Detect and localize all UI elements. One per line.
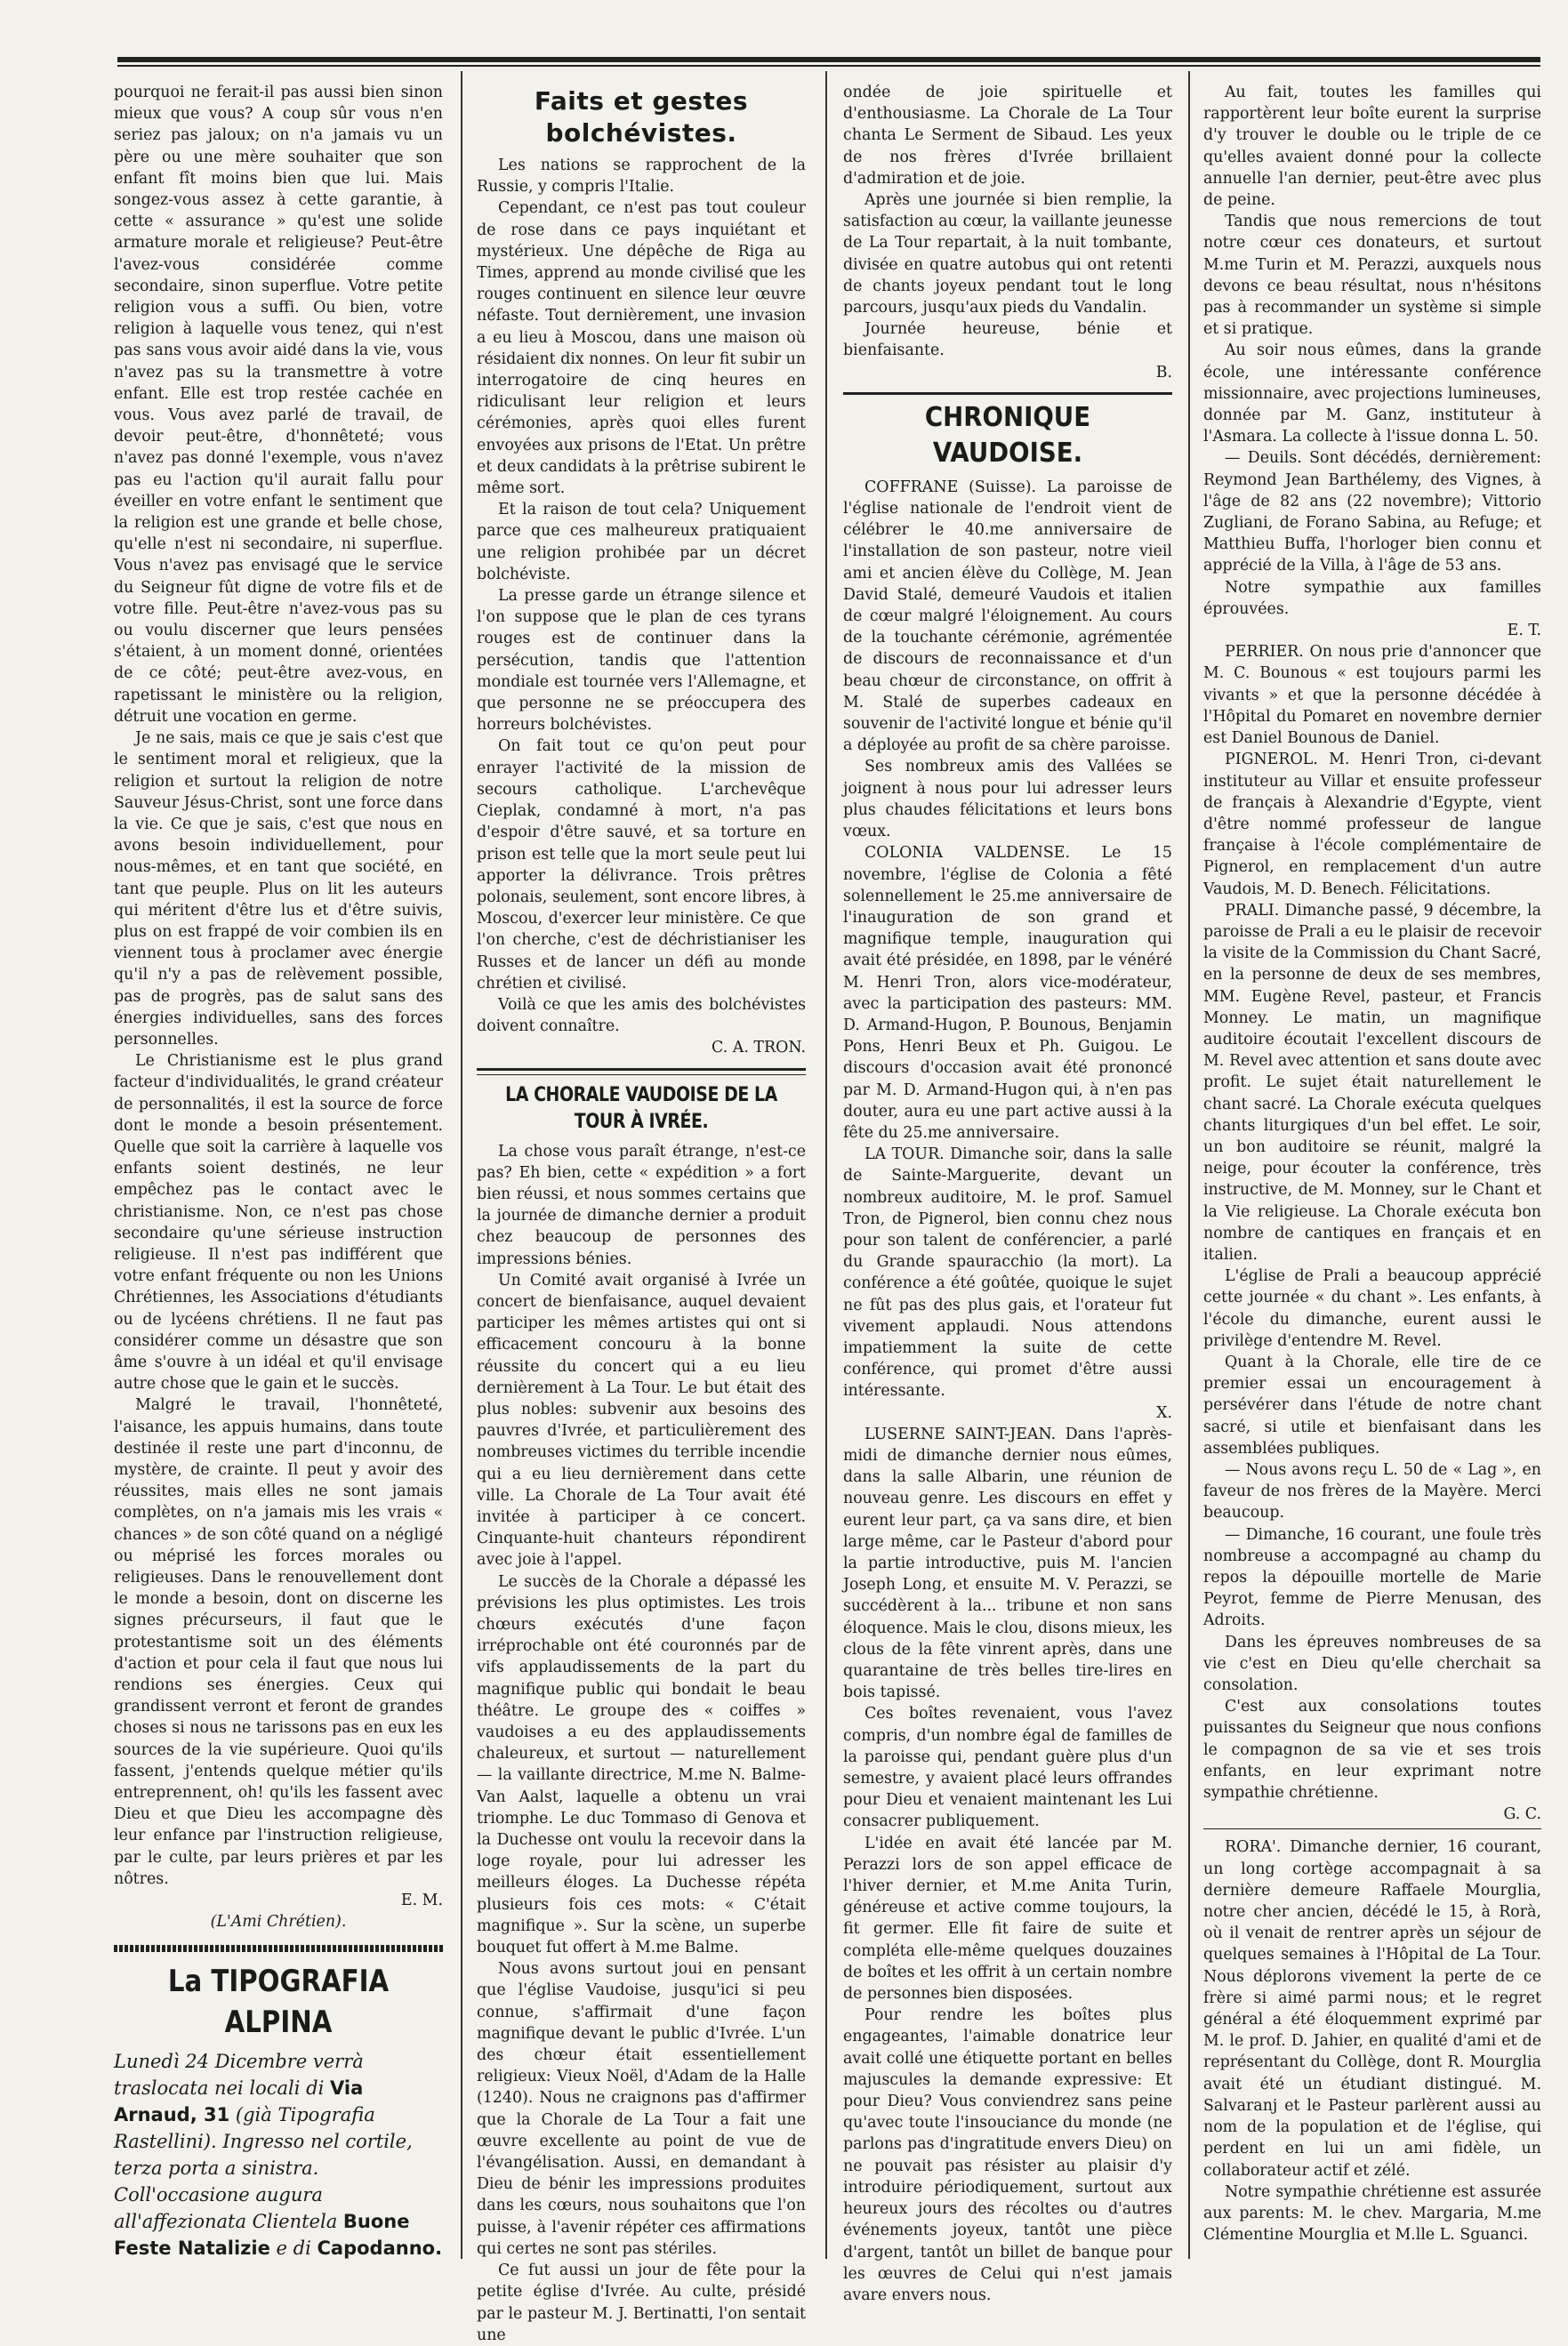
article-title: Faits et gestes bolchévistes. — [534, 86, 749, 148]
column-1 — [114, 82, 443, 2261]
article-paragraph: La chose vous paraît étrange, n'est-ce pas? Eh bien, cette « expédition » a fort bien réussi, et nous sommes certains que la journée de dimanche dernier a produit chez beaucoup de personnes des impressions bénies. — [477, 1142, 806, 1268]
article-paragraph: pourquoi ne ferait-il pas aussi bien sinon mieux que vous? A coup sûr vous n'en seriez pas jaloux; on n'a jamais vu un père ou une mère souhaiter que son enfant fît moins bien que lui. Mais songez-vous assez à cette garantie, à cette « assurance » qu'est une solide armature morale et religieuse? Peut-être l'avez-vous considérée comme secondaire, sinon superflue. Votre petite religion vous a suffi. Ou bien, votre religion à laquelle vous tenez, qui n'est pas sans vous avoir aidé dans la vie, vous n'avez pas su la transmettre à votre enfant. Elle est trop restée cachée en vous. Vous avez parlé de travail, de devoir peut-être, d'honnêteté; vous n'avez pas donné l'exemple, vous n'avez pas eu l'action qu'il aurait fallu pour éveiller en votre enfant le sentiment que la religion est une grande et belle chose, qu'elle n'est ni secondaire, ni superflue. Vous n'avez pas envisagé que le service du Seigneur fût digne de votre fils et de votre fille. Peut-être n'avez-vous pas su ou voulu discerner que leurs pensées s'étaient, à un moment donné, orientées de ce côté; peut-être avez-vous, en rapetissant le ministère ou la religion, détruit une vocation en germe. — [114, 84, 443, 726]
masthead-rule-thin — [117, 65, 1540, 67]
column-2 — [477, 82, 806, 2344]
news-item: RORA'. Dimanche dernier, 16 courant, un long cortège accompagnait à sa dernière demeure Raffaele Mourglia, notre cher ancien, décédé le 15, à Rorà, où il venait de rentrer après un séjour de quelques semaines à l'Hôpital de La Tour. Nous déplorons vivement la perte de ce frère si aimé parmi nous; et le regret général a été éloquemment exprimé par M. le prof. D. Jahier, en qualité d'ami et de représentant du Collège, dont R. Mourglia avait été un étudiant distingué. M. Salvaranj et le Pasteur parlèrent aussi au nom de la population et de l'église, qui perdent en lui un ami fidèle, un collaborateur actif et zélé. — [1203, 1838, 1541, 2180]
column-4 — [1203, 82, 1541, 2261]
news-item: — Deuils. Sont décédés, dernièrement: Reymond Jean Barthélemy, des Vignes, à l'âge de 82 ans (22 novembre); Vittorio Zugliani, de Forano Sabina, au Refuge; et Matthieu Buffa, l'horloger bien connu et apprécié de la Villa, à l'âge de 53 ans. — [1203, 449, 1541, 575]
article-source: (L'Ami Chrétien). — [210, 1913, 347, 1932]
news-item: Ces boîtes revenaient, vous l'avez compris, d'un nombre égal de familles de la paroisse qui, pendant guère plus d'un semestre, y avaient placé leurs offrandes pour Dieu et venaient maintenant les Lui consacrer publiquement. — [843, 1705, 1172, 1831]
article-paragraph: Après une journée si bien remplie, la satisfaction au cœur, la vaillante jeunesse de La Tour repartait, à la nuit tombante, divisée en quatre autobus qui ont retenti de chants joyeux pendant tout le long parcours, jusqu'aux pieds du Vandalin. — [843, 191, 1172, 317]
article-paragraph: Journée heureuse, bénie et bienfaisante. — [843, 320, 1172, 360]
article-paragraph: Voilà ce que les amis des bolchévistes doivent connaître. — [477, 995, 806, 1036]
ad-line: e di — [276, 2238, 311, 2260]
article-separator-thin — [477, 1074, 806, 1075]
news-item: Au fait, toutes les familles qui rapportèrent leur boîte eurent la surprise d'y trouver le double ou le triple de ce qu'elles avaient donné pour la collecte annuelle l'an dernier, peut-être avec plus de peine. — [1203, 84, 1541, 210]
article-paragraph: Nous avons surtout joui en pensant que l'église Vaudoise, jusqu'ici si peu connue, s'affirmait d'une façon magnifique devant le public d'Ivrée. L'un des chœur était essentiellement religieux: Vieux Noël, d'Adam de la Halle (1240). Nous ne craignons pas d'affirmer que la Chorale de La Tour a fait une œuvre excellente au point de vue de l'évangélisation. Aussi, en demandant à Dieu de bénir les impressions produites dans les cœurs, nous souhaitons que l'on puisse, à l'avenir répéter ces affirmations qui certes ne sont pas stériles. — [477, 1960, 806, 2258]
article-paragraph: Ce fut aussi un jour de fête pour la petite église d'Ivrée. Au culte, présidé par le pasteur M. J. Bertinatti, l'on sentait une — [477, 2262, 806, 2344]
news-item: COFFRANE (Suisse). La paroisse de l'église nationale de l'endroit vient de célébrer le 40.me anniversaire de l'installation de son pasteur, notre vieil ami et ancien élève du Collège, M. Jean David Stalé, demeuré Vaudois et italien de cœur malgré l'éloignement. Au cours de la touchante cérémonie, agrémentée de discours de reconnaissance et d'un beau chœur de circonstance, on offrit à M. Stalé de superbes cadeaux en souvenir de l'activité longue et bénie qu'il a déployée au profit de sa chère paroisse. — [843, 478, 1172, 755]
article-paragraph: On fait tout ce qu'on peut pour enrayer l'activité de la mission de secours catholique. L'archevêque Cieplak, condamné à mort, n'a pas d'espoir d'être sauvé, et sa torture en prison est telle que la mort seule peut lui apporter la délivrance. Trois prêtres polonais, seulement, sont encore libres, à Moscou, d'exercer leur ministère. Ce que l'on cherche, c'est de déchristianiser les Russes et de lancer un défi au monde chrétien et civilisé. — [477, 737, 806, 992]
news-item: — Dimanche, 16 courant, une foule très nombreuse a accompagné au champ du repos la dépouille mortelle de Marie Peyrot, femme de Pierre Menusan, des Adroits. — [1203, 1525, 1541, 1630]
article-paragraph: Un Comité avait organisé à Ivrée un concert de bienfaisance, auquel devaient participer les mêmes artistes qui ont si efficacement concouru à la bonne réussite du concert qui a eu lieu dernièrement à La Tour. Le but était des plus nobles: subvenir aux besoins des pauvres d'Ivrée, et particulièrement des nombreuses victimes du terrible incendie qui a eu lieu dernièrement dans cette ville. La Chorale de La Tour avait été invitée à participer à ce concert. Cinquante-huit chanteurs répondirent avec joie à l'appel. — [477, 1271, 806, 1570]
article-signature: B. — [1155, 363, 1172, 382]
article-paragraph: Le Christianisme est le plus grand facteur d'individualités, le grand créateur de personnalités, il est la source de force dont le monde a besoin présentement. Quelle que soit la carrière à laquelle vos enfants soient destinés, ne leur empêchez pas le contact avec le christianisme. Non, ce n'est pas chose secondaire qu'une sérieuse instruction religieuse. Il n'est pas indifférent que votre enfant fréquente ou non les Unions Chrétiennes, les Associations d'étudiants ou de lycéens chrétiens. Il ne faut pas considérer comme un désastre que son âme s'ouvre à un idéal et qu'il envisage autre chose que le gain et le succès. — [114, 1052, 443, 1394]
column-3 — [843, 82, 1172, 2304]
news-item: — Nous avons reçu L. 50 de « Lag », en faveur de nos frères de la Mayère. Merci beaucoup. — [1203, 1461, 1541, 1522]
ad-line: Lunedì 24 Dicembre verrà traslocata nei locali di — [114, 2051, 364, 2100]
news-item: PRALI. Dimanche passé, 9 décembre, la paroisse de Prali a eu le plaisir de recevoir la visite de la Commission du Chant Sacré, en la personne de deux de ses membres, MM. Eugène Revel, pasteur, et Francis Monney. Le matin, un magnifique auditoire écoutait l'excellent discours de M. Revel avec attention et sans doute avec profit. Le sujet était naturellement le chant sacré. La Chorale exécuta quelques chants liturgiques d'un bel effet. Le soir, un bon auditoire se réunit, malgré la neige, pour écouter la conférence, très instructive, de M. Monney, sur le Chant et la Vie religieuse. La Chorale exécuta bon nombre de cantiques en français et en italien. — [1203, 901, 1541, 1264]
article-paragraph: Et la raison de tout cela? Uniquement parce que ces malheureux pratiquaient une religion prohibée par un décret bolchéviste. — [477, 501, 806, 583]
news-item: Ses nombreux amis des Vallées se joignent à nous pour lui adresser leurs plus chaudes félicitations et leurs bons vœux. — [843, 758, 1172, 841]
column-divider — [1188, 71, 1190, 2259]
ad-wish: Capodanno. — [317, 2238, 443, 2260]
article-signature: E. T. — [1507, 622, 1541, 640]
news-item: Notre sympathie chrétienne est assurée aux parents: M. le chev. Margaria, M.me Clémentine Mourglia et M.lle L. Sguanci. — [1203, 2182, 1541, 2245]
article-signature: G. C. — [1503, 1805, 1541, 1824]
ad-line: Coll'occasione augura all'affezionata Clientela — [114, 2184, 338, 2233]
news-item: Quant à la Chorale, elle tire de ce premier essai un encouragement à persévérer dans l'étude de notre chant sacré, si utile et bienfaisant dans les assemblées publiques. — [1203, 1353, 1541, 1458]
news-item: LUSERNE SAINT-JEAN. Dans l'après-midi de dimanche dernier nous eûmes, dans la salle Albarin, une réunion de nouveau genre. Les discours en effet y eurent leur part, ça va sans dire, et bien large même, car le Pasteur d'abord pour la partie introductive, puis M. l'ancien Joseph Long, et ensuite M. V. Perazzi, se succédèrent à la... tribune et non sans éloquence. Mais le clou, disons mieux, les clous de la fête vinrent après, dans une quarantaine de très belles tire-lires en bois tapissé. — [843, 1425, 1172, 1702]
ad-line: (già Tipografia Rastellini). Ingresso nel cortile, terza porta a sinistra. — [114, 2104, 413, 2180]
news-item: C'est aux consolations toutes puissantes du Seigneur que nous confions le compagnon de sa vie et ses trois enfants, en leur exprimant notre sympathie chrétienne. — [1203, 1698, 1541, 1803]
article-paragraph: Cependant, ce n'est pas tout couleur de rose dans ce pays inquiétant et mystérieux. Une dépêche de Riga au Times, apprend au monde civilisé que les rouges continuent en silence leur œuvre néfaste. Tout dernièrement, une invasion a eu lieu à Moscou, dans une maison où résidaient dix nonnes. On leur fit subir un interrogatoire de cinq heures en ridiculisant leur religion et leurs cérémonies, après quoi elles furent envoyées aux prisons de l'Etat. Un prêtre et deux candidats à la prêtrise subirent le même sort. — [477, 199, 806, 498]
news-item: PIGNEROL. M. Henri Tron, ci-devant instituteur au Villar et ensuite professeur de français à Alexandrie d'Egypte, vient d'être nommé professeur de langue française à l'école complémentaire de Pignerol, en remplacement d'un autre Vaudois, M. D. Benech. Félicitations. — [1203, 751, 1541, 898]
news-item: COLONIA VALDENSE. Le 15 novembre, l'église de Colonia a fêté solennellement le 25.me anniversaire de l'inauguration de son grand et magnifique temple, inauguration qui avait été présidée, en 1898, par le vénéré M. Henri Tron, alors vice-modérateur, avec la participation des pasteurs: MM. D. Armand-Hugon, P. Bounous, Benjamin Pons, Henri Beux et Ph. Guigou. Le discours d'occasion avait été prononcé par M. D. Armand-Hugon qui, à n'en pas douter, aura eu une part active aussi à la fête du 25.me anniversaire. — [843, 844, 1172, 1142]
article-paragraph: Les nations se rapprochent de la Russie, y compris l'Italie. — [477, 157, 806, 197]
article-signature: C. A. TRON. — [712, 1039, 806, 1057]
article-paragraph: Malgré le travail, l'honnêteté, l'aisance, les appuis humains, dans toute destinée il reste une part d'inconnu, de mystère, de crainte. Il peut y avoir des réussites, mais elles ne sont jamais complètes, on n'a jamais mis les vrais « chances » de son côté quand on a négligé ou méprisé les forces morales ou religieuses. Dans le renouvellement dont le monde a besoin, dont on discerne les signes précurseurs, il faut que le protestantisme soit un des éléments d'action et pour cela il faut que nous lui rendions ses énergies. Ceux qui grandissent verront et feront de grandes choses si nous ne tarissons pas en eux les sources de la vie supérieure. Quoi qu'ils fassent, j'entends quelque métier qu'ils entreprennent, oh! qu'ils les fassent avec Dieu et que Dieu les accompagne dès leur enfance par l'instruction religieuse, par le culte, par leurs prières et par les nôtres. — [114, 1396, 443, 1888]
article-signature: E. M. — [400, 1892, 443, 1910]
news-item: Notre sympathie aux familles éprouvées. — [1203, 578, 1541, 618]
article-paragraph: Le succès de la Chorale a dépassé les prévisions les plus optimistes. Les trois chœurs exécutés d'une façon irréprochable ont été couronnés par de vifs applaudissements de la part du magnifique public qui bondait le beau théâtre. Le groupe des « coiffes » vaudoises a eu des applaudissements chaleureux, et surtout — naturellement — la vaillante directrice, M.me N. Balme-Van Aalst, laquelle a obtenu un vrai triomphe. Le duc Tommaso di Genova et la Duchesse ont voulu la recevoir dans la loge royale, pour lui adresser les meilleurs éloges. La Duchesse répéta plusieurs fois ces mots: « C'était magnifique ». Sur la scène, un superbe bouquet fut offert à M.me Balme. — [477, 1572, 806, 1957]
ad-address: Via Arnaud, 31 — [114, 2077, 364, 2126]
ad-body — [114, 2048, 443, 2262]
article-paragraph: Je ne sais, mais ce que je sais c'est que le sentiment moral et religieux, que la religion et surtout la religion de notre Sauveur Jésus-Christ, sont une force dans la vie. Ce que je sais, c'est que nous en avons besoin individuellement, pour nous-mêmes, et en tant que société, en tant que peuple. Plus on lit les auteurs qui méritent d'être lus et d'être suivis, plus on est frappé de voir combien ils en viennent tous à proclamer avec énergie qu'il n'y a pas de relèvement possible, pas de progrès, pas de salut sans des énergies individuelles, sans des forces personnelles. — [114, 729, 443, 1048]
article-separator — [477, 1068, 806, 1071]
ad-wish: Buone Feste Natalizie — [114, 2211, 410, 2260]
news-item: L'idée en avait été lancée par M. Perazzi lors de son appel efficace de l'hiver dernier, et M.me Anita Turin, généreuse et active comme toujours, la fit germer. Elle fit faire de suite et compléta elle-même quelques douzaines de boîtes et les offrit à un certain nombre de personnes bien disposées. — [843, 1834, 1172, 2004]
column-divider — [825, 71, 827, 2259]
article-signature: X. — [1156, 1403, 1172, 1422]
news-item: Dans les épreuves nombreuses de sa vie c'est en Dieu qu'elle cherchait sa consolation. — [1203, 1633, 1541, 1695]
article-separator — [843, 392, 1172, 395]
article-paragraph: ondée de joie spirituelle et d'enthousiasme. La Chorale de La Tour chanta Le Serment de Sibaud. Les yeux de nos frères d'Ivrée brillaient d'admiration et de joie. — [843, 84, 1172, 188]
news-item: Tandis que nous remercions de tout notre cœur ces donateurs, et surtout M.me Turin et M. Perazzi, auxquels nous devons ce beau résultat, nous n'hésitons pas à recommander un système si simple et si pratique. — [1203, 213, 1541, 339]
article-separator-thin — [1203, 1828, 1541, 1829]
news-item: Pour rendre les boîtes plus engageantes, l'aimable donatrice leur avait collé une étiquette portant en belles majuscules la demande expressive: Et pour Dieu? Vous conviendrez sans peine qu'avec toute l'insouciance du monde (ne parlons pas d'ingratitude envers Dieu) on ne pouvait pas résister au plaisir d'y introduire périodiquement, surtout aux heureux jours des récoltes ou d'autres événements joyeux, tantôt une pièce d'argent, tantôt un billet de banque pour les œuvres de Celui qui n'est jamais avare envers nous. — [843, 2006, 1172, 2304]
news-item: Au soir nous eûmes, dans la grande école, une intéressante conférence missionnaire, avec projections lumineuses, donnée par M. Ganz, instituteur à l'Asmara. La collecte à l'issue donna L. 50. — [1203, 341, 1541, 446]
ad-title: La TIPOGRAFIA ALPINA — [167, 1964, 390, 2041]
ad-border-top — [114, 1945, 443, 1952]
news-item: LA TOUR. Dimanche soir, dans la salle de Sainte-Marguerite, devant un nombreux auditoire, M. le prof. Samuel Tron, de Pignerol, bien connu chez nous pour son talent de conférencier, a parlé du Grande spauracchio (la mort). La conférence a été goûtée, quoique le sujet ne fût pas des plus gais, et l'orateur fut vivement applaudi. Nous attendons impatiemment la suite de cette conférence, qui promet d'être aussi intéressante. — [843, 1145, 1172, 1401]
column-divider — [461, 71, 462, 2259]
article-title: LA CHORALE VAUDOISE DE LA TOUR À IVRÉE. — [505, 1083, 777, 1133]
article-paragraph: La presse garde un étrange silence et l'on suppose que le plan de ces tyrans rouges est de continuer dans la persécution, tandis que l'attention mondiale est tournée vers l'Allemagne, et que personne ne se préoccupera des horreurs bolchévistes. — [477, 587, 806, 735]
section-title: CHRONIQUE VAUDOISE. — [924, 401, 1091, 469]
news-item: PERRIER. On nous prie d'annoncer que M. C. Bounous « est toujours parmi les vivants » et que la personne décédée à l'Hôpital du Pomaret en novembre dernier est Daniel Bounous de Daniel. — [1203, 643, 1541, 748]
masthead-rule — [117, 57, 1540, 62]
news-item: L'église de Prali a beaucoup apprécié cette journée « du chant ». Les enfants, à l'école du dimanche, eurent aussi le privilège d'entendre M. Revel. — [1203, 1267, 1541, 1350]
